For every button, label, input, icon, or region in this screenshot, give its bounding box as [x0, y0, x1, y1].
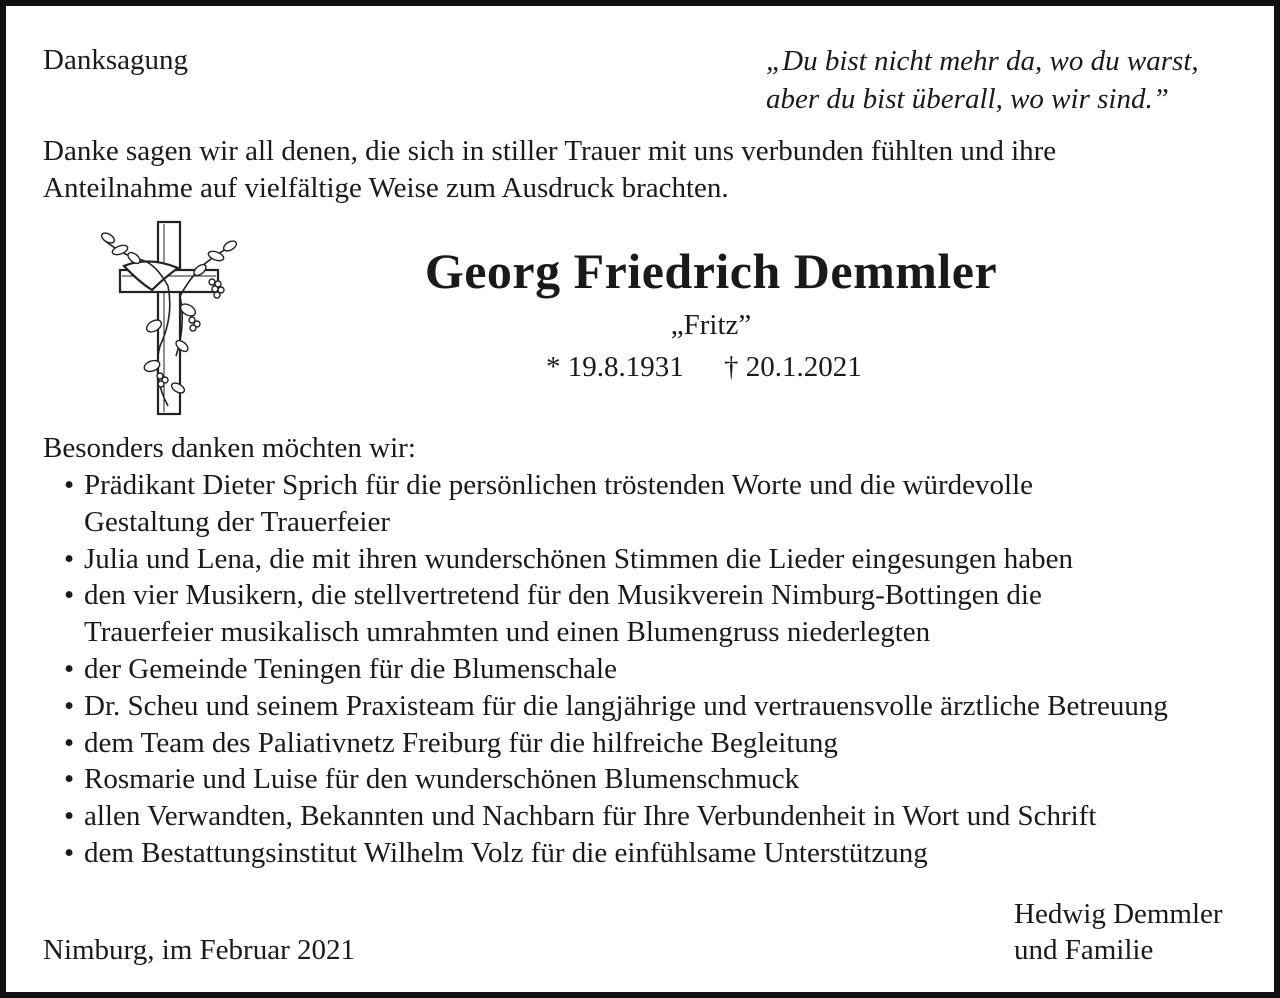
- list-item-line: Trauerfeier musikalisch umrahmten und einen Blumengruss niederlegten: [84, 616, 931, 649]
- intro-line-2: Anteilnahme auf vielfältige Weise zum Ausdruck brachten.: [43, 172, 729, 204]
- thanks-intro: Besonders danken möchten wir:: [43, 432, 416, 464]
- cross-with-vine-icon: [94, 216, 244, 421]
- list-item: [64, 651, 1168, 688]
- list-item-line: • dem Team des Paliativnetz Freiburg für die hilfreiche Begleitung: [84, 726, 838, 759]
- list-item: [64, 577, 1168, 651]
- list-item-line: • Julia und Lena, die mit ihren wunderschönen Stimmen die Lieder eingesungen haben: [84, 542, 1073, 575]
- list-item-line: Gestaltung der Trauerfeier: [84, 505, 391, 538]
- list-item-line: • der Gemeinde Teningen für die Blumenschale: [84, 652, 617, 685]
- thanks-list: [64, 467, 1168, 872]
- list-item: [64, 541, 1168, 578]
- quote-line-2: aber du bist überall, wo wir sind.”: [766, 83, 1169, 115]
- list-item: [64, 688, 1168, 725]
- place-and-date: Nimburg, im Februar 2021: [43, 934, 355, 966]
- list-item-line: • Rosmarie und Luise für den wunderschönen Blumenschmuck: [84, 763, 800, 796]
- list-item-line: • den vier Musikern, die stellvertretend für den Musikverein Nimburg-Bottingen die: [84, 579, 1042, 612]
- list-item-line: • dem Bestattungsinstitut Wilhelm Volz für die einfühlsame Unterstützung: [84, 836, 928, 869]
- list-item-line: • Prädikant Dieter Sprich für die persönlichen tröstenden Worte und die würdevolle: [84, 469, 1034, 501]
- list-item: [64, 798, 1168, 835]
- list-item-line: • allen Verwandten, Bekannten und Nachbarn für Ihre Verbundenheit in Wort und Schrift: [84, 800, 1097, 833]
- intro-line-1: Danke sagen wir all denen, die sich in stiller Trauer mit uns verbunden fühlten und ihre: [43, 135, 1057, 167]
- list-item: [64, 761, 1168, 798]
- notice-heading: Danksagung: [43, 44, 188, 76]
- deceased-name: Georg Friedrich Demmler: [424, 243, 998, 299]
- deceased-nickname: „Fritz”: [670, 309, 752, 341]
- birth-date: * 19.8.1931: [546, 351, 684, 383]
- list-item: [64, 835, 1168, 872]
- quote-line-1: „Du bist nicht mehr da, wo du warst,: [766, 45, 1199, 77]
- signature-line-2: und Familie: [1014, 934, 1154, 966]
- list-item: [64, 467, 1168, 541]
- list-item-line: • Dr. Scheu und seinem Praxisteam für die langjährige und vertrauensvolle ärztliche Betreuung: [84, 689, 1168, 722]
- death-date: † 20.1.2021: [724, 351, 862, 383]
- list-item: [64, 725, 1168, 762]
- signature-line-1: Hedwig Demmler: [1014, 898, 1223, 930]
